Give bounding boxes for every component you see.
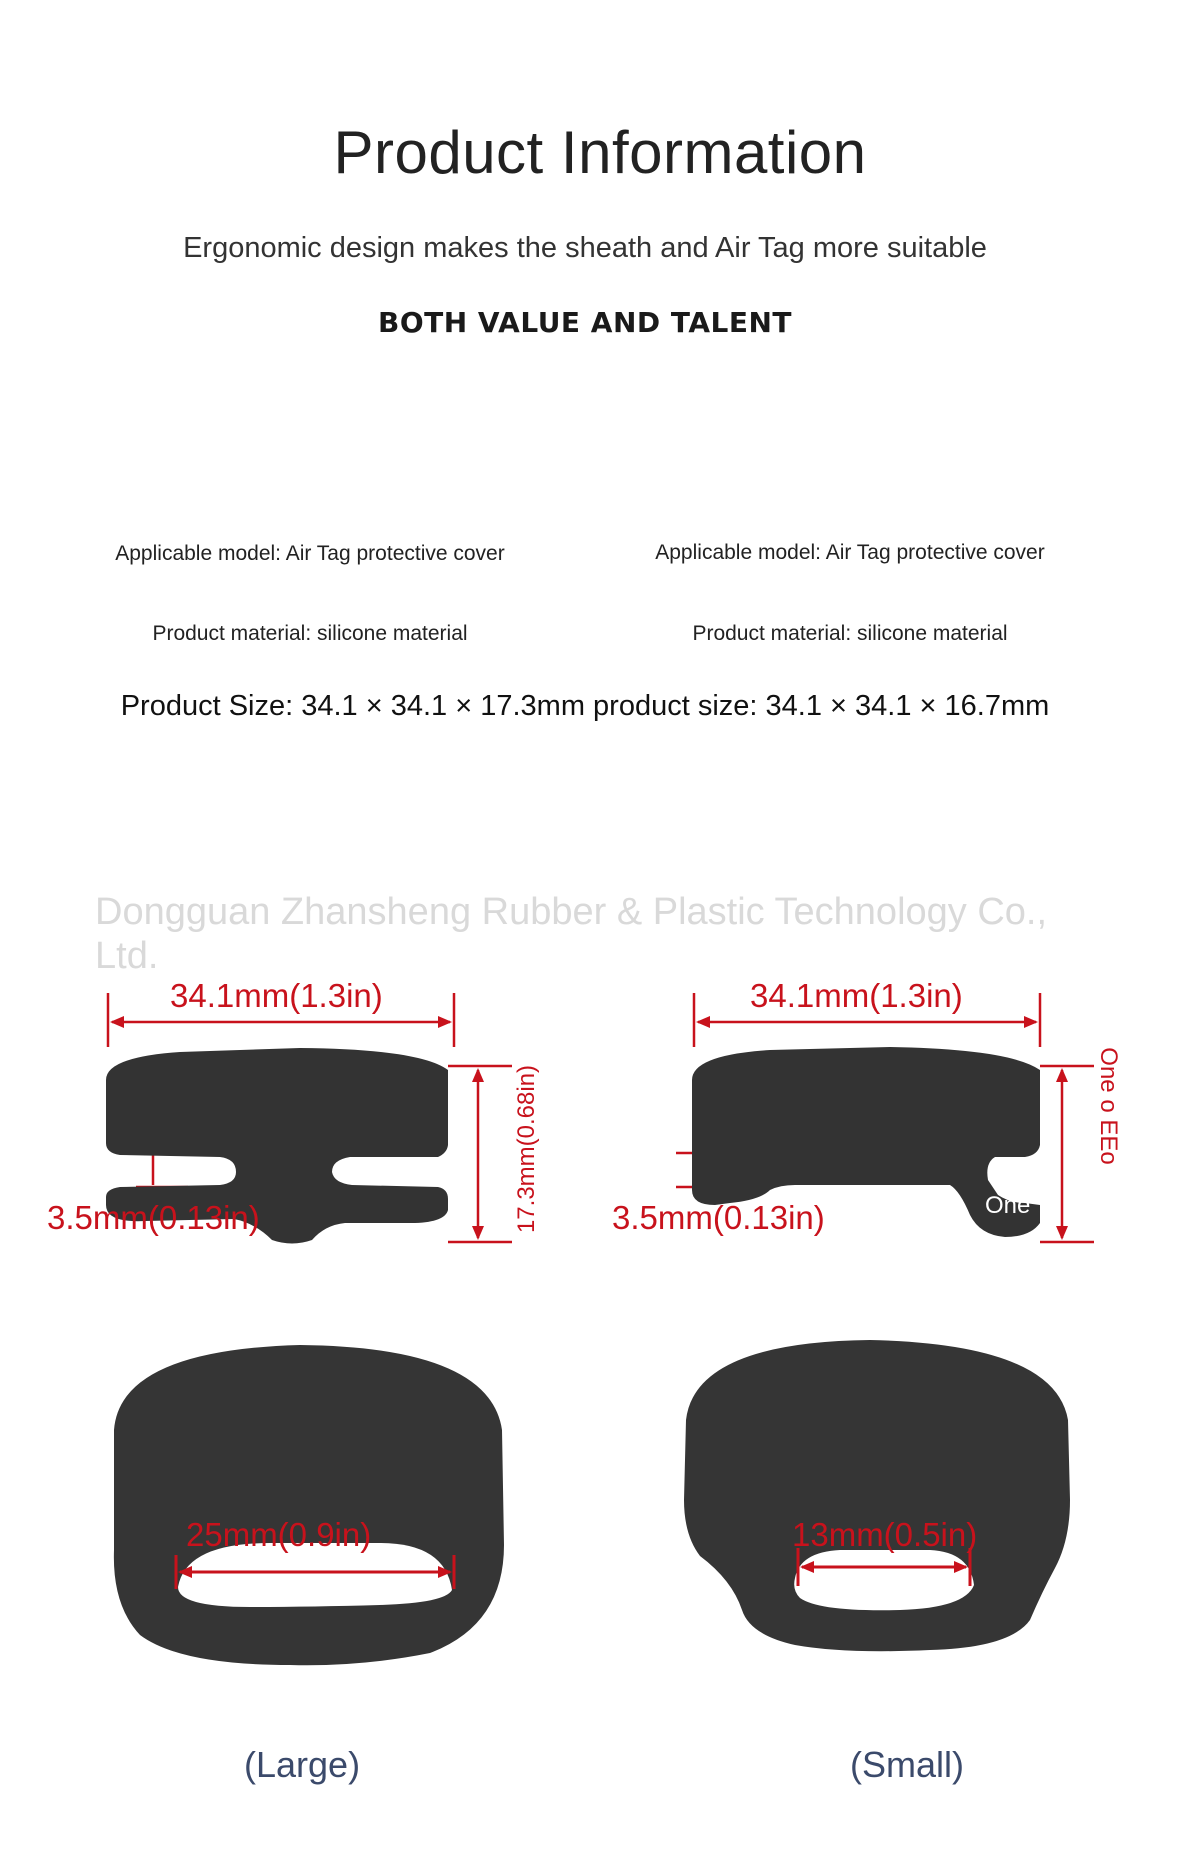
tagline: BOTH VALUE AND TALENT [377, 306, 792, 339]
small-width-arrow-right [1024, 1016, 1038, 1028]
large-height-arrow-bottom [472, 1226, 484, 1240]
large-height-arrow-top [472, 1068, 484, 1082]
small-height-arrow-top [1056, 1068, 1068, 1082]
product-size-line: Product Size: 34.1 × 34.1 × 17.3mm product size: 34.1 × 34.1 × 16.7mm [120, 690, 1050, 722]
small-height-arrow-bottom [1056, 1226, 1068, 1240]
large-height-label: 17.3mm(0.68in) [513, 1064, 540, 1234]
left-model-spec: Applicable model: Air Tag protective cover [115, 542, 505, 565]
large-gap-label: 3.5mm(0.13in) [47, 1199, 260, 1236]
page-title: Product Information [333, 119, 867, 186]
large-width-label: 34.1mm(1.3in) [170, 977, 383, 1014]
small-slot-label: 13mm(0.5in) [792, 1516, 978, 1553]
large-width-arrow-right [438, 1016, 452, 1028]
right-material-spec: Product material: silicone material [692, 622, 1008, 645]
company-watermark: Dongguan Zhansheng Rubber & Plastic Technology Co., Ltd. [95, 891, 1048, 977]
small-height-label: One o EEo [1095, 1047, 1122, 1165]
large-width-arrow-left [110, 1016, 124, 1028]
left-material-spec: Product material: silicone material [152, 622, 468, 645]
large-slot-label: 25mm(0.9in) [186, 1516, 372, 1553]
small-width-arrow-left [696, 1016, 710, 1028]
small-front-view [670, 1330, 1090, 1665]
small-inner-label: One [985, 1192, 1031, 1219]
small-front-slot [794, 1550, 974, 1610]
page-subtitle: Ergonomic design makes the sheath and Air Tag more suitable [183, 232, 987, 264]
large-front-view [100, 1335, 520, 1670]
small-caption: (Small) [850, 1744, 964, 1785]
small-width-label: 34.1mm(1.3in) [750, 977, 963, 1014]
small-gap-label: 3.5mm(0.13in) [612, 1199, 825, 1236]
large-caption: (Large) [244, 1744, 361, 1785]
right-model-spec: Applicable model: Air Tag protective cover [655, 541, 1045, 564]
large-front-body [114, 1345, 504, 1665]
